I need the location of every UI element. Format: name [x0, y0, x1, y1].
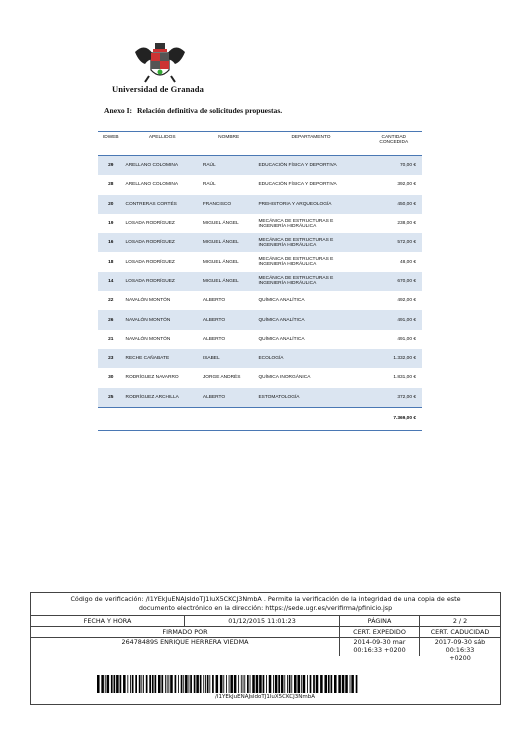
row-cantidad: 491,00 € — [397, 336, 416, 342]
row-nombre: ALBERTO — [201, 310, 257, 329]
row-idweb: 25 — [98, 388, 124, 408]
row-cantidad: 670,00 € — [366, 272, 422, 291]
row-departamento: ECOLOGÍA — [256, 349, 365, 368]
row-nombre: MIGUEL ÁNGEL — [202, 221, 239, 227]
table-row — [98, 349, 422, 368]
row-idweb: 23 — [98, 349, 124, 368]
row-nombre: MIGUEL ÁNGEL — [201, 272, 257, 291]
cert-expedido-value: 2014-09-30 mar 00:16:33 +0200 — [340, 638, 420, 656]
row-idweb: 30 — [108, 375, 114, 381]
signer-header-row — [31, 627, 500, 638]
table-row — [98, 175, 422, 194]
signer-name: 26478489S ENRIQUE HERRERA VIEDMA — [31, 638, 340, 656]
row-cantidad: 70,00 € — [366, 156, 422, 176]
row-nombre: ALBERTO — [201, 388, 257, 408]
signer-value-row — [31, 638, 500, 662]
col-nombre: NOMBRE — [201, 132, 257, 156]
col-apellidos: APELLIDOS — [124, 132, 201, 156]
col-departamento: DEPARTAMENTO — [256, 132, 365, 156]
pagina-label: PÁGINA — [340, 616, 420, 626]
applications-table — [98, 131, 422, 431]
total-amount: 7.369,00 € — [366, 407, 422, 430]
row-idweb: 14 — [98, 272, 124, 291]
table-row — [98, 330, 422, 349]
col-idweb: IDWEB — [98, 132, 124, 156]
row-departamento: QUÍMICA ANALÍTICA — [258, 336, 305, 342]
row-apellidos: RODRÍGUEZ NAVARRO — [125, 375, 179, 381]
row-departamento: EDUCACIÓN FÍSICA Y DEPORTIVA — [258, 182, 337, 188]
table-row — [98, 156, 422, 176]
firmado-por-label: FIRMADO POR — [31, 627, 340, 637]
table-row — [98, 195, 422, 214]
table-row — [98, 214, 422, 233]
cert-caducidad-label: CERT. CADUCIDAD — [430, 628, 490, 636]
cert-expedido-label: CERT. EXPEDIDO — [340, 627, 420, 637]
row-apellidos: NAVALÓN MONTÓN — [125, 336, 171, 342]
row-apellidos: LOSADA RODRÍGUEZ — [124, 233, 201, 252]
row-apellidos: RODRÍGUEZ ARCHILLA — [124, 388, 201, 408]
row-idweb: 26 — [98, 310, 124, 329]
table-row — [98, 368, 422, 387]
table-row — [98, 388, 422, 408]
row-nombre: MIGUEL ÁNGEL — [201, 233, 257, 252]
row-idweb: 29 — [98, 156, 124, 176]
row-departamento: QUÍMICA ANALÍTICA — [258, 298, 305, 304]
table-row — [98, 252, 422, 271]
table-header-row — [98, 132, 422, 156]
row-apellidos: CONTRERAS CORTÉS — [124, 195, 201, 214]
row-nombre: FRANCISCO — [201, 195, 257, 214]
row-cantidad: 450,00 € — [366, 195, 422, 214]
row-cantidad: 1.831,00 € — [393, 375, 416, 381]
row-cantidad: 238,00 € — [397, 221, 416, 227]
row-departamento: MECÁNICA DE ESTRUCTURAS E INGENIERÍA HIDRÁULICA — [258, 257, 334, 268]
fecha-hora-value: 01/12/2015 11:01:23 — [185, 616, 340, 626]
row-idweb: 28 — [108, 182, 114, 188]
row-idweb: 16 — [98, 233, 124, 252]
row-idweb: 18 — [108, 259, 114, 265]
pagina-value: 2 / 2 — [452, 617, 468, 625]
fecha-hora-label: FECHA Y HORA — [31, 616, 185, 626]
row-apellidos: NAVALÓN MONTÓN — [124, 310, 201, 329]
row-nombre: RAÚL — [202, 182, 216, 188]
row-nombre: MIGUEL ÁNGEL — [202, 259, 239, 265]
row-idweb: 21 — [108, 336, 114, 342]
verification-barcode — [97, 675, 360, 693]
barcode-text: /I1YEkJuENAJsldoTJ1luX5CKCJ3NmbA — [215, 694, 315, 700]
university-name: Universidad de Granada — [112, 84, 204, 94]
row-cantidad: 392,00 € — [397, 182, 416, 188]
row-departamento: MECÁNICA DE ESTRUCTURAS E INGENIERÍA HIDRÁULICA — [256, 272, 365, 291]
university-crest-logo — [131, 40, 189, 84]
row-apellidos: LOSADA RODRÍGUEZ — [125, 259, 175, 265]
row-nombre: JORGE ANDRÉS — [202, 375, 241, 381]
row-idweb: 20 — [98, 195, 124, 214]
row-departamento: QUÍMICA INORGÁNICA — [258, 375, 311, 381]
row-cantidad: 492,00 € — [397, 298, 416, 304]
verification-code-text: Código de verificación: /I1YEkJuENAJsldoTJ1luX5CKCJ3NmbA . Permite la verificación de la integridad de una copia de este documento electrónico en la dirección: https://sede.ugr.es/verifirma/pfinicio.jsp — [31, 593, 500, 616]
annex-heading — [104, 106, 282, 115]
col-cantidad: CANTIDAD CONCEDIDA — [366, 132, 422, 156]
row-nombre: ISABEL — [201, 349, 257, 368]
row-nombre: ALBERTO — [202, 298, 226, 304]
row-cantidad: 1.332,00 € — [366, 349, 422, 368]
row-departamento: QUÍMICA ANALÍTICA — [256, 310, 365, 329]
row-nombre: RAÚL — [201, 156, 257, 176]
row-nombre: ALBERTO — [202, 336, 226, 342]
row-cantidad: 572,00 € — [366, 233, 422, 252]
row-departamento: PREHISTORIA Y ARQUEOLOGÍA — [256, 195, 365, 214]
row-apellidos: NAVALÓN MONTÓN — [125, 298, 171, 304]
table-row — [98, 310, 422, 329]
annex-label: Anexo I: — [104, 106, 133, 115]
total-row — [98, 407, 422, 430]
row-cantidad: 372,00 € — [366, 388, 422, 408]
row-idweb: 22 — [108, 298, 114, 304]
table-row — [98, 272, 422, 291]
table-row — [98, 291, 422, 310]
row-idweb: 19 — [108, 221, 114, 227]
row-departamento: ESTOMATOLOGÍA — [256, 388, 365, 408]
cert-caducidad-value: 2017-09-30 sáb 00:16:33 +0200 — [434, 638, 486, 662]
table-row — [98, 233, 422, 252]
annex-title: Relación definitiva de solicitudes propuestas. — [136, 106, 283, 115]
row-apellidos: LOSADA RODRÍGUEZ — [124, 272, 201, 291]
row-apellidos: RECHE CAÑABATE — [124, 349, 201, 368]
row-departamento: EDUCACIÓN FÍSICA Y DEPORTIVA — [256, 156, 365, 176]
row-apellidos: ARELLANO COLOMINA — [125, 182, 179, 188]
row-departamento: MECÁNICA DE ESTRUCTURAS E INGENIERÍA HIDRÁULICA — [256, 233, 365, 252]
row-cantidad: 491,00 € — [366, 310, 422, 329]
row-cantidad: 48,00 € — [399, 259, 416, 265]
row-apellidos: ARELLANO COLOMINA — [124, 156, 201, 176]
date-page-row — [31, 616, 500, 627]
row-apellidos: LOSADA RODRÍGUEZ — [125, 221, 175, 227]
row-departamento: MECÁNICA DE ESTRUCTURAS E INGENIERÍA HIDRÁULICA — [258, 218, 334, 229]
